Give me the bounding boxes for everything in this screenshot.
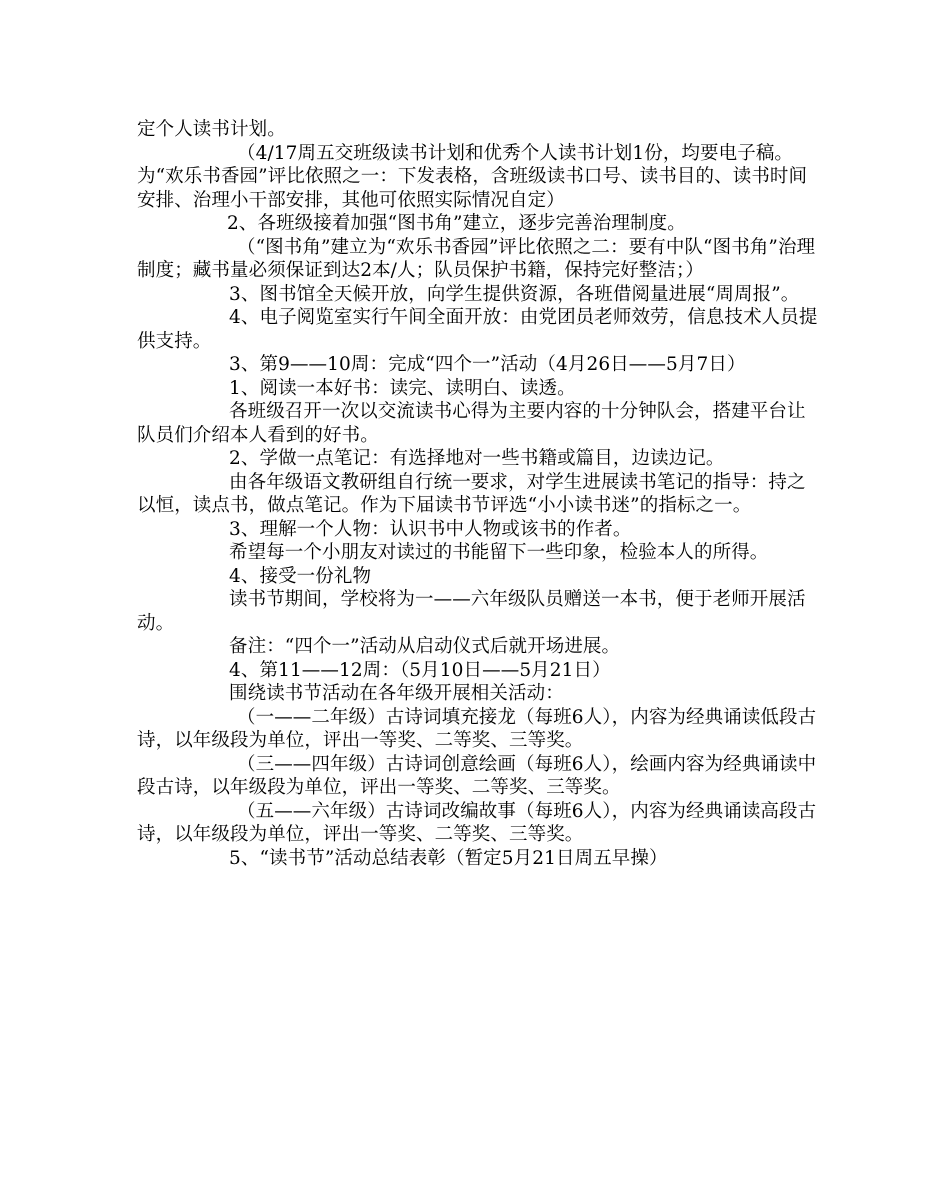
paragraph-14: 4、接受一份礼物 <box>229 565 372 587</box>
paragraph-20: （三——四年级）古诗词创意绘画（每班6人），绘画内容为经典诵读中段古诗，以年级段为单位，评出一等奖、二等奖、三等奖。 <box>137 753 817 798</box>
paragraph-4: （“图书角”建立为“欢乐书香园”评比依照之二：要有中队“图书角”治理制度；藏书量必须保证到达2本/人；队员保护书籍，保持完好整洁；） <box>137 236 816 281</box>
paragraph-1: 定个人读书计划。 <box>137 119 286 140</box>
paragraph-5: 3、图书馆全天候开放，向学生提供资源，各班借阅量进展“周周报”。 <box>229 283 800 305</box>
paragraph-3: 2、各班级接着加强“图书角”建立，逐步完善治理制度。 <box>227 213 686 234</box>
paragraph-10: 2、学做一点笔记：有选择地对一些书籍或篇目，边读边记。 <box>229 448 725 469</box>
paragraph-19: （一——二年级）古诗词填充接龙（每班6人），内容为经典诵读低段古诗，以年级段为单位，评出一等奖、二等奖、三等奖。 <box>137 706 817 751</box>
paragraph-11: 由各年级语文教研组自行统一要求，对学生进展读书笔记的指导：持之以恒，读点书，做点笔记。作为下届读书节评选“小小读书迷”的指标之一。 <box>137 471 806 516</box>
paragraph-7: 3、第9——10周：完成“四个一”活动（4月26日——5月7日） <box>229 354 746 375</box>
paragraph-15: 读书节期间，学校将为一——六年级队员赠送一本书，便于老师开展活动。 <box>137 589 806 634</box>
paragraph-6: 4、电子阅览室实行午间全面开放：由党团员老师效劳，信息技术人员提供支持。 <box>137 307 818 352</box>
paragraph-17: 4、第11——12周：（5月10日——5月21日） <box>229 659 611 681</box>
paragraph-12: 3、理解一个人物：认识书中人物或该书的作者。 <box>229 518 632 540</box>
paragraph-9: 各班级召开一次以交流读书心得为主要内容的十分钟队会，搭建平台让队员们介绍本人看到的好书。 <box>137 401 806 446</box>
paragraph-21: （五——六年级）古诗词改编故事（每班6人），内容为经典诵读高段古诗，以年级段为单位，评出一等奖、二等奖、三等奖。 <box>137 800 817 845</box>
paragraph-13: 希望每一个小朋友对读过的书能留下一些印象，检验本人的所得。 <box>229 542 769 563</box>
document-body <box>137 118 822 870</box>
paragraph-8: 1、阅读一本好书：读完、读明白、读透。 <box>229 377 576 399</box>
paragraph-16: 备注：“四个一”活动从启动仪式后就开场进展。 <box>229 636 621 657</box>
paragraph-2: （4/17周五交班级读书计划和优秀个人读书计划1份，均要电子稿。为“欢乐书香园”评比依照之一：下发表格，含班级读书口号、读书目的、读书时间安排、治理小干部安排，其他可依照实际情况自定） <box>137 142 808 211</box>
paragraph-22: 5、“读书节”活动总结表彰（暂定5月21日周五早操） <box>229 847 668 869</box>
paragraph-18: 围绕读书节活动在各年级开展相关活动： <box>229 683 564 704</box>
